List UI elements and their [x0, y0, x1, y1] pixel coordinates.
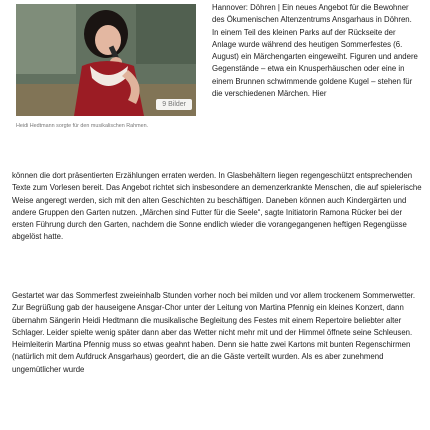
article-body-paragraph-2: [12, 290, 422, 376]
body-text-1: können die dort präsentierten Erzählungen erraten werden. In Glasbehältern liegen regengeschützt entsprechenden Texte zum Vorlesen bereit. Das Angebot richtet sich insbesondere an demenzerkrankte Menschen, die auf spielerische Weise angeregt werden, sich mit den alten Geschichten zu beschäftigen. Daneben können auch Kindergärten und andere Gruppen den Garten nutzen. „Märchen sind Futter für die Seele“, sagte Initiatorin Ramona Rücker bei der ersten Führung durch den Garten, nachdem die Sonne endlich wieder die vorangegangenen heftigen Regengüsse abgelöst hatte.: [12, 171, 422, 242]
article-body-paragraph-1: [12, 170, 422, 244]
singer-photo[interactable]: [16, 4, 196, 116]
body-text-2: Gestartet war das Sommerfest zweieinhalb Stunden vorher noch bei milden und vor allem trockenem Sommerwetter. Zur Begrüßung gab der hauseigene Ansgar-Chor unter der Leitung von Martina Pfennig ein kleines Konzert, dann übernahm Sängerin Heidi Hedtmann die musikalische Begleitung des Festes mit einem Repertoire beliebter alter Schlager. Leider spielte wenig später dann aber das Wetter nicht mehr mit und der Himmel öffnete seine Schleusen. Heimleiterin Martina Pfennig muss so etwas geahnt haben. Denn sie hatte zwei Kartons mit bunten Regenschirmen (natürlich mit dem Aufdruck Ansgarhaus) geordert, die an die Gäste verteilt wurden. Als es aber zunehmend ungemütlicher wurde: [12, 291, 416, 374]
article-intro: [212, 2, 420, 100]
intro-text: Hannover: Döhren | Ein neues Angebot für die Bewohner des Ökumenischen Altenzentrums Ansgarhaus in Döhren. In einem Teil des kleinen Parks auf der Rückseite der Anlage wurde während des heutigen Sommerfestes (6. August) ein Märchengarten eingeweiht. Figuren und andere Gegenstände – etwa ein Knusperhäuschen oder eine in einem Brunnen schwimmende goldene Kugel – stehen für die verschiedenen Märchen. Hier: [212, 3, 418, 99]
photo-caption: Heidi Hedtmann sorgte für den musikalischen Rahmen.: [16, 123, 149, 129]
article-photo-block: [16, 4, 196, 129]
image-count-badge[interactable]: 9 Bilder: [156, 99, 192, 110]
